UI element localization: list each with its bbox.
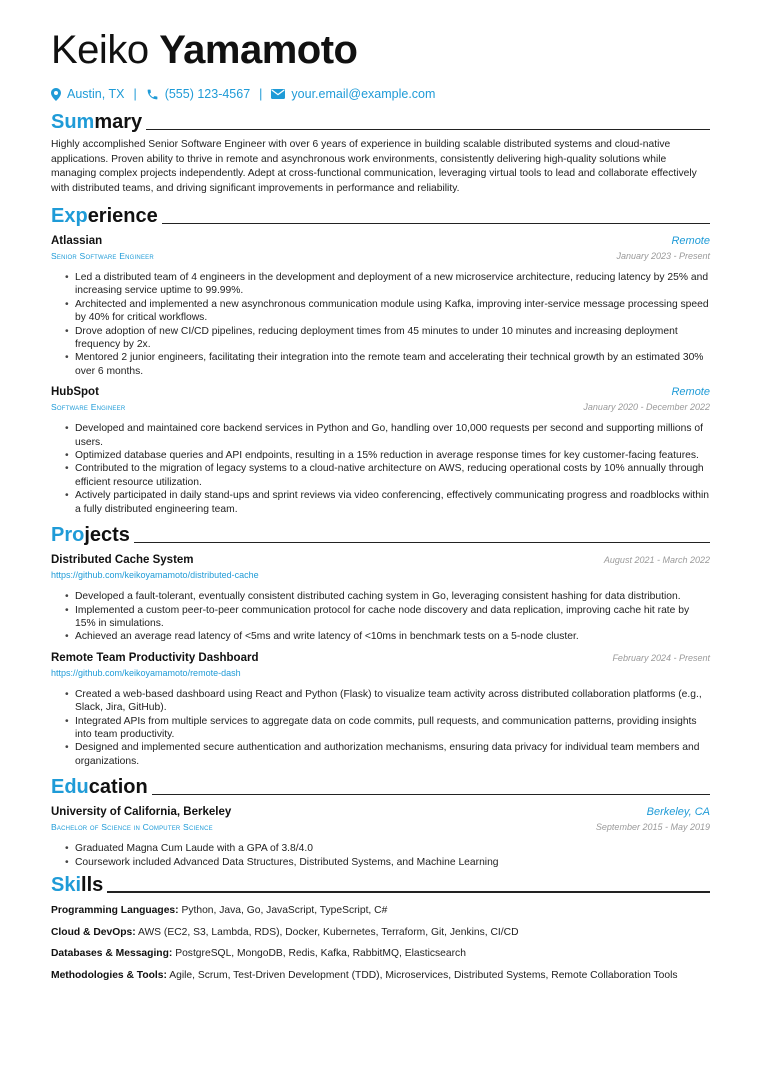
education-dates: September 2015 - May 2019	[595, 822, 710, 833]
list-item: • Integrated APIs from multiple services to aggregate data on code commits, pull requests, and communication patterns, providing insights into team productivity.	[65, 715, 710, 742]
job-location: Remote	[671, 235, 710, 247]
section-divider	[162, 223, 710, 225]
map-pin-icon	[51, 88, 61, 101]
contact-location	[51, 87, 124, 101]
phone-text: (555) 123-4567	[164, 87, 251, 101]
school-name: University of California, Berkeley	[51, 806, 232, 819]
section-projects	[51, 521, 710, 547]
summary-text: Highly accomplished Senior Software Engineer with over 6 years of experience in building scalable distributed systems and cloud-native applications. Proven ability to thrive in remote and asynchronous work environments, consistently delivering high-quality solutions while managing complex projects independently. Adept at cross-functional communication, leveraging virtual tools to lead and collaborate effectively with distributed teams, and driving significant improvements in performance and reliability.	[51, 139, 697, 194]
bullet-list	[65, 688, 710, 768]
project-dates: February 2024 - Present	[612, 652, 710, 663]
project-link[interactable]: https://github.com/keikoyamamoto/distributed-cache	[51, 570, 259, 581]
experience-entry	[51, 385, 710, 516]
section-title: Education	[51, 776, 148, 799]
skill-label: Programming Languages:	[51, 905, 179, 917]
contact-phone	[146, 87, 250, 101]
job-location: Remote	[671, 386, 710, 399]
education-entry	[51, 805, 710, 869]
list-item: • Led a distributed team of 4 engineers in the development and deployment of a new microservice architecture, reducing latency by 25% and increasing service uptime to 99.99%.	[65, 271, 710, 298]
list-item: • Developed a fault-tolerant, eventually consistent distributed caching system in Go, leveraging consistent hashing for data distribution.	[65, 590, 710, 603]
skill-value: Python, Java, Go, JavaScript, TypeScript, C#	[181, 905, 388, 917]
list-item: • Coursework included Advanced Data Structures, Distributed Systems, and Machine Learning	[65, 856, 710, 869]
list-item: • Implemented a custom peer-to-peer communication protocol for cache node discovery and data replication, improving cache hit rate by 15% in simulations.	[65, 604, 710, 631]
skill-label: Databases & Messaging:	[51, 948, 173, 960]
section-title: Skills	[51, 873, 104, 896]
list-item: • Actively participated in daily stand-ups and sprint reviews via video conferencing, effectively communicating progress and roadblocks within a fully distributed engineering team.	[65, 489, 710, 516]
school-location: Berkeley, CA	[646, 806, 710, 819]
section-skills	[51, 871, 710, 897]
contact-separator: |	[133, 87, 137, 101]
list-item: • Developed and maintained core backend services in Python and Go, handling over 10,000 requests per second and supporting millions of users.	[65, 422, 710, 449]
list-item: • Architected and implemented a new asynchronous communication module using Kafka, improving inter-service message processing speed by 40% for critical workflows.	[65, 298, 710, 325]
candidate-name	[51, 26, 710, 74]
job-title: Senior Software Engineer	[51, 251, 154, 261]
contact-separator: |	[259, 87, 263, 101]
list-item: • Mentored 2 junior engineers, facilitating their integration into the remote team and accelerating their technical growth by an estimated 30% over 6 months.	[65, 351, 710, 378]
experience-entry	[51, 234, 710, 378]
skill-line	[51, 926, 710, 940]
skill-line	[51, 969, 710, 983]
skill-label: Cloud & DevOps:	[51, 926, 136, 938]
contact-email[interactable]	[271, 87, 435, 101]
contact-line	[51, 85, 710, 103]
skill-value: PostgreSQL, MongoDB, Redis, Kafka, RabbitMQ, Elasticsearch	[175, 948, 466, 960]
section-title: Projects	[51, 524, 130, 547]
project-entry	[51, 651, 710, 768]
list-item: • Designed and implemented secure authentication and authorization mechanisms, ensuring data privacy for individual team members and organizations.	[65, 741, 710, 768]
section-experience	[51, 202, 710, 228]
company-name: Atlassian	[51, 235, 103, 247]
section-title: Experience	[51, 205, 158, 227]
skill-line	[51, 904, 710, 918]
email-link[interactable]: your.email@example.com	[291, 87, 436, 101]
skill-line	[51, 947, 710, 961]
job-title: Software Engineer	[51, 402, 126, 413]
section-divider	[134, 542, 710, 544]
job-dates: January 2023 - Present	[616, 251, 710, 261]
project-name: Distributed Cache System	[51, 554, 194, 567]
list-item: • Contributed to the migration of legacy systems to a cloud-native architecture on AWS, reducing operational costs by 10% annually through efficient resource utilization.	[65, 462, 710, 489]
envelope-icon	[271, 89, 285, 99]
list-item: • Drove adoption of new CI/CD pipelines, reducing deployment times from 45 minutes to under 10 minutes and increasing deployment frequency by 2x.	[65, 325, 710, 352]
skill-value: AWS (EC2, S3, Lambda, RDS), Docker, Kubernetes, Terraform, Git, Jenkins, CI/CD	[137, 926, 519, 938]
degree: Bachelor of Science in Computer Science	[51, 822, 213, 833]
bullet-list	[65, 422, 710, 516]
section-divider	[146, 129, 710, 131]
section-summary	[51, 108, 710, 134]
job-dates: January 2020 - December 2022	[583, 402, 710, 413]
resume-page	[51, 26, 710, 983]
section-education	[51, 773, 710, 799]
first-name: Keiko	[51, 28, 149, 72]
skill-value: Agile, Scrum, Test-Driven Development (TDD), Microservices, Distributed Systems, Remote Collaboration Tools	[169, 969, 678, 981]
list-item: • Optimized database queries and API endpoints, resulting in a 15% reduction in average response times for key customer-facing features.	[65, 449, 710, 462]
phone-icon	[146, 88, 159, 101]
project-name: Remote Team Productivity Dashboard	[51, 651, 259, 664]
project-dates: August 2021 - March 2022	[603, 555, 710, 566]
list-item: • Created a web-based dashboard using React and Python (Flask) to visualize team activity across distributed collaboration platforms (e.g., Slack, Jira, GitHub).	[65, 688, 710, 715]
list-item: • Graduated Magna Cum Laude with a GPA of 3.8/4.0	[65, 842, 710, 855]
company-name: HubSpot	[51, 386, 99, 399]
section-title: Summary	[51, 111, 143, 133]
location-text: Austin, TX	[67, 87, 125, 101]
section-divider	[152, 794, 710, 796]
bullet-list	[65, 590, 710, 644]
list-item: • Achieved an average read latency of <5ms and write latency of <10ms in benchmark tests on a 5-node cluster.	[65, 630, 710, 643]
project-entry	[51, 553, 710, 644]
bullet-list	[65, 271, 710, 378]
section-divider	[107, 891, 710, 893]
skill-label: Methodologies & Tools:	[51, 969, 167, 981]
last-name: Yamamoto	[159, 28, 358, 72]
project-link[interactable]: https://github.com/keikoyamamoto/remote-dash	[51, 667, 241, 678]
bullet-list	[65, 842, 710, 869]
